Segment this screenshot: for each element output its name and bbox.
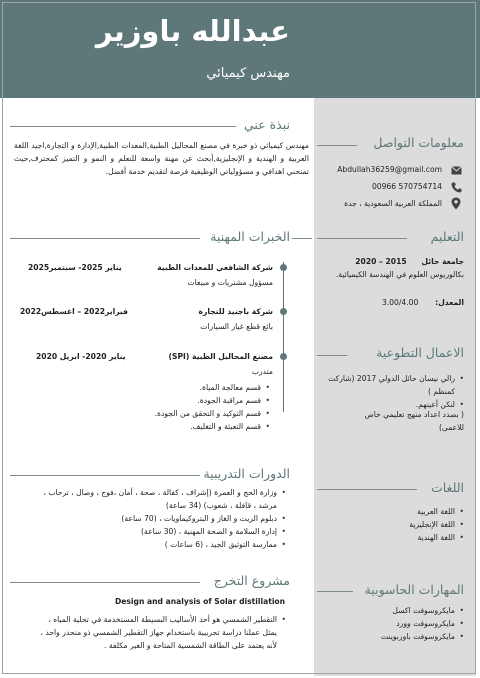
- education-gpa-label: المعدل:: [435, 298, 464, 307]
- header-band: [0, 0, 480, 98]
- education-gpa-row: [316, 296, 464, 309]
- education-title: التعليم: [430, 229, 464, 244]
- experience-tasks: [120, 381, 270, 433]
- volunteer-item: • لنكن أعينهم.: [324, 398, 464, 411]
- experience-role: بائع قطع غيار السيارات: [200, 322, 273, 331]
- experience-rule-right: [292, 238, 312, 239]
- education-gpa: 3.00/4.00: [381, 298, 419, 307]
- languages-rule: [317, 489, 417, 490]
- education-university: جامعة حائل: [421, 257, 464, 266]
- training-rule: [10, 475, 200, 476]
- skill-item: • مايكروسوفت اكسل: [344, 604, 464, 617]
- experience-date: يناير 2025- سبتمبر2025: [28, 263, 122, 272]
- education-degree: بكالوريوس العلوم في الهندسة الكيميائية.: [335, 270, 464, 279]
- contact-email[interactable]: Abdullah36259@gmail.com: [337, 165, 442, 174]
- education-header: [316, 255, 464, 268]
- skill-item: • مايكروسوفت وورد: [344, 617, 464, 630]
- experience-title: الخبرات المهنية: [210, 229, 290, 244]
- training-title: الدورات التدريبية: [203, 466, 290, 481]
- volunteer-list: [324, 372, 464, 411]
- volunteer-rule: [317, 355, 347, 356]
- timeline-dot: [280, 308, 287, 315]
- task-item: • قسم التعبئة و التغليف.: [120, 420, 270, 433]
- task-item: • قسم معالجة المياة.: [120, 381, 270, 394]
- education-rule: [317, 238, 407, 239]
- skills-rule: [317, 591, 353, 592]
- experience-rule-left: [10, 238, 200, 239]
- training-item: • إدارة السلامة و الصحة المهنية ، (30 ساعة): [36, 525, 286, 538]
- languages-list: [344, 505, 464, 544]
- skill-item: • مايكروسوفت باوربوينت: [344, 630, 464, 643]
- contact-phone[interactable]: 00966 570754714: [371, 182, 442, 191]
- project-title: مشروع التخرج: [213, 573, 290, 588]
- skills-list: [344, 604, 464, 643]
- skills-title: المهارات الحاسوبية: [364, 582, 464, 597]
- experience-company: مصنع المحاليل الطبية (SPI): [168, 352, 273, 361]
- about-rule: [10, 126, 236, 127]
- job-title: مهندس كيميائي: [206, 66, 290, 81]
- training-item: • وزارة الحج و العمرة (إشراف ، كفالة ، صحة ، أمان ،فوج ، وصال ، ترحاب ، مرشد ، قافلة ، شعوب) (34 ساعة): [36, 486, 286, 512]
- person-name: عبدالله باوزير: [95, 14, 290, 48]
- project-list: [36, 613, 286, 652]
- experience-company: شركة الشافعي للمعدات الطبية: [157, 263, 273, 272]
- project-subtitle: Design and analysis of Solar distillation: [114, 597, 286, 606]
- task-item: • قسم مراقبة الجودة.: [120, 394, 270, 407]
- training-item: • ممارسة التوثيق الجيد ، (6 ساعات ): [36, 538, 286, 551]
- contact-address: المملكة العربية السعودية ، جدة: [344, 199, 442, 208]
- project-text: • التقطير الشمسي هو أحد الأساليب البسيطة المستخدمة في تحلية المياه ، يمثل عملنا دراسة تجريبية باستخدام جهاز التقطير الشمسي ذو منحدر واحد ، لأنه يعتمد على الطاقة الشمسية المتاحة و الغير مكلفة .: [36, 613, 286, 652]
- experience-date: فبراير2022 – اغسطس2022: [20, 307, 128, 316]
- about-title: نبذة عني: [244, 117, 290, 132]
- training-item: • دبلوم الزيت و الغاز و البتروكيماويات ، (70 ساعة): [36, 512, 286, 525]
- volunteer-title: الاعمال التطوعية: [376, 345, 464, 360]
- envelope-icon: [450, 164, 462, 176]
- language-item: • اللغة الهندية: [344, 531, 464, 544]
- project-rule: [10, 582, 200, 583]
- phone-icon: [450, 181, 462, 193]
- experience-date: يناير 2020- ابريل 2020: [36, 352, 126, 361]
- timeline-dot: [280, 264, 287, 271]
- volunteer-item: • رالي نيسان حائل الدولي 2017 (شاركت كمنظم ): [324, 372, 464, 398]
- volunteer-note: ( بصدد اعداد منهج تعليمي خاص للاعمى): [364, 410, 464, 432]
- location-pin-icon: [450, 197, 462, 209]
- experience-company: شركة باجنيد للتجارة: [198, 307, 273, 316]
- about-text: مهندس كيميائي ذو خبرة في مصنع المحاليل الطبية,المعدات الطبية,الإدارة و التجارة,اجيد اللغة العربية و الهندية و الإنجليزية,أبحث عن مهنة واسعة للتعلم و النمو و التميز كمحترف,حيث تمنحني اهدافي و مسؤولياتي الوظيفية فرصة لتقديم خدمة أفضل.: [14, 141, 309, 176]
- task-item: • قسم التوكيد و التحقق من الجودة.: [120, 407, 270, 420]
- education-years: 2015 – 2020: [355, 257, 407, 266]
- training-list: [36, 486, 286, 551]
- experience-timeline: [283, 262, 284, 412]
- languages-title: اللغات: [430, 480, 464, 495]
- timeline-dot: [280, 353, 287, 360]
- language-item: • اللغة الإنجليزية: [344, 518, 464, 531]
- experience-role: مسؤول مشتريات و مبيعات: [187, 278, 273, 287]
- language-item: • اللغة العربية: [344, 505, 464, 518]
- contact-rule: [317, 145, 357, 146]
- experience-role: متدرب: [251, 367, 273, 376]
- contact-title: معلومات التواصل: [373, 135, 464, 150]
